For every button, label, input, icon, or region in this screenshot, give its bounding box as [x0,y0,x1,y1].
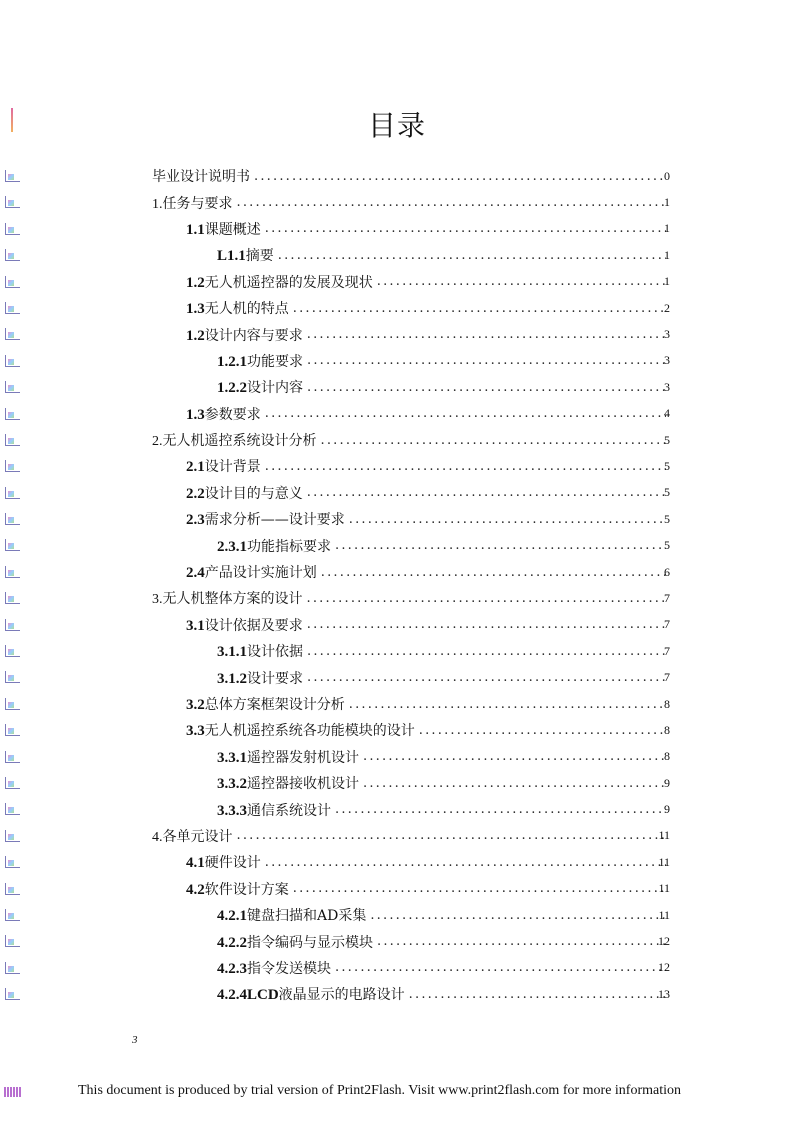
toc-entry-label [152,166,250,186]
dot-leader [254,169,666,184]
toc-entry-text: 指令编码与显示模块 [247,934,373,951]
toc-entry-number: 3.1 [186,617,205,634]
toc-entry-page: 1 [664,247,670,262]
toc-entry-number: 4.2.1 [217,908,247,925]
dot-leader [409,987,666,1002]
dot-leader [307,327,666,342]
toc-entry[interactable] [0,216,794,242]
toc-entry-page: 12 [658,960,670,975]
dot-leader [349,697,666,712]
toc-entry-page: 3 [664,327,670,342]
dot-leader [265,406,666,421]
toc-entry-text: 摘要 [245,248,274,265]
toc-entry-text: 参数要求 [204,406,261,423]
link-marker-icon [5,513,20,525]
toc-entry-number: 1.2.2 [217,380,247,397]
toc-entry[interactable] [0,401,794,427]
toc-entry-label [152,430,317,450]
toc-entry[interactable] [0,269,794,295]
toc-entry-label [186,272,373,292]
dot-leader [293,301,666,316]
toc-entry-page: 11 [658,828,670,843]
toc-entry-page: 2 [664,300,670,315]
toc-entry-label [217,958,331,978]
toc-entry-text: 硬件设计 [204,855,261,872]
toc-entry[interactable] [0,427,794,453]
toc-entry[interactable] [0,348,794,374]
dot-leader [307,617,666,632]
dot-leader [265,855,666,870]
toc-entry-text: 任务与要求 [162,195,233,212]
link-marker-icon [5,909,20,921]
toc-entry-page: 5 [664,432,670,447]
dot-leader [349,512,666,527]
toc-entry-page: 1 [664,274,670,289]
link-marker-icon [5,302,20,314]
toc-entry-text: 功能指标要求 [247,538,331,555]
toc-entry-label [186,325,303,345]
toc-entry-text: 总体方案框架设计分析 [204,697,345,713]
dot-leader [307,670,666,685]
toc-entry-label [152,826,233,846]
dot-leader [307,380,666,395]
dot-leader [307,644,666,659]
link-marker-icon [5,671,20,683]
toc-entry-label [217,351,303,371]
dot-leader [321,565,666,580]
toc-entry-text: 课题概述 [204,221,261,238]
link-marker-icon [5,223,20,235]
toc-entry-text: 指令发送模块 [247,960,331,977]
toc-entry-label [217,668,303,688]
toc-entry[interactable] [0,453,794,479]
toc-entry-page: 9 [664,802,670,817]
page-title: 目录 [367,109,426,142]
toc-entry-number: 3.3.1 [217,749,247,766]
toc-entry-page: 11 [658,854,670,869]
link-marker-icon [5,619,20,631]
dot-leader [237,828,667,843]
toc-entry-label [186,509,345,529]
toc-entry-page: 6 [664,564,670,579]
toc-entry[interactable] [0,796,794,822]
toc-entry-text: 无人机的特点 [204,301,289,318]
toc-entry-label [186,219,261,239]
dot-leader [307,485,666,500]
toc-entry-text: 设计要求 [247,670,303,687]
toc-entry[interactable] [0,321,794,347]
toc-entry-label [186,404,261,424]
toc-entry[interactable] [0,928,794,954]
toc-entry-label [186,615,303,635]
toc-entry-number: 4.2.3 [217,960,247,977]
toc-entry-page: 13 [658,986,670,1001]
toc-entry-label [186,694,345,714]
toc-entry-number: 1.3 [186,301,205,318]
toc-entry-label [217,641,303,661]
toc-entry-page: 11 [658,881,670,896]
toc-entry-text: 通信系统设计 [247,802,331,819]
toc-entry[interactable] [0,506,794,532]
dot-leader [363,776,666,791]
toc-entry-number: 4.1 [186,855,205,872]
toc-entry[interactable] [0,559,794,585]
toc-entry-label [217,932,373,952]
toc-entry-number: 3.1.1 [217,644,247,661]
toc-entry[interactable] [0,242,794,268]
toc-entry-label [186,879,289,899]
toc-entry[interactable] [0,823,794,849]
toc-entry-number: 2.2 [186,485,205,502]
toc-entry-page: 5 [664,458,670,473]
toc-entry-text: 设计内容与要求 [204,327,303,344]
toc-entry-number: 4.2.4LCD [217,987,279,1004]
toc-entry-page: 12 [658,934,670,949]
toc-entry-number: 4.2 [186,881,205,898]
toc-entry-text: 无人机遥控系统设计分析 [162,433,317,450]
toc-entry[interactable] [0,585,794,611]
toc-entry-number: 3.1.2 [217,670,247,687]
link-marker-icon [5,856,20,868]
toc-entry-page: 8 [664,722,670,737]
link-marker-icon [5,276,20,288]
link-marker-icon [5,830,20,842]
dot-leader [377,934,666,949]
dot-leader [265,221,666,236]
toc-entry-page: 7 [664,590,670,605]
link-marker-icon [5,434,20,446]
toc-entry-text: 无人机遥控器的发展及现状 [204,274,373,291]
toc-entry-page: 5 [664,485,670,500]
toc-entry-page: 5 [664,511,670,526]
toc-entry[interactable] [0,480,794,506]
toc-entry-number: 4.2.2 [217,934,247,951]
dot-leader [265,459,666,474]
link-marker-icon [5,355,20,367]
toc-entry-number: 3.3.3 [217,802,247,819]
dot-leader [335,960,666,975]
toc-entry-number: 3.3.2 [217,776,247,793]
toc-entry-page: 3 [664,379,670,394]
toc-entry-text: 各单元设计 [162,828,233,845]
link-marker-icon [5,751,20,763]
link-marker-icon [5,803,20,815]
toc-entry[interactable] [0,612,794,638]
toc-entry[interactable] [0,717,794,743]
toc-entry[interactable] [0,849,794,875]
link-marker-icon [5,487,20,499]
toc-entry-number: 1. [152,196,163,212]
link-marker-icon [5,328,20,340]
dot-leader [419,723,666,738]
dot-leader [335,538,666,553]
toc-entry-label [217,377,303,397]
toc-entry-text: 无人机遥控系统各功能模块的设计 [204,723,415,740]
toc-entry-page: 9 [664,775,670,790]
dot-leader [307,353,666,368]
toc-entry-page: 8 [664,696,670,711]
toc-entry[interactable] [0,902,794,928]
link-marker-icon [5,645,20,657]
link-marker-icon [5,592,20,604]
link-marker-icon [5,381,20,393]
toc-entry[interactable] [0,532,794,558]
toc-entry-text: 功能要求 [247,353,303,370]
toc-entry[interactable] [0,955,794,981]
toc-entry[interactable] [0,691,794,717]
toc-entry-label [186,298,289,318]
toc-entry-text: 无人机整体方案的设计 [162,591,303,608]
toc-entry-label [186,456,261,476]
dot-leader [363,749,666,764]
link-marker-icon [5,988,20,1000]
toc-entry-number: 2.4 [186,565,205,582]
link-marker-icon [5,249,20,261]
link-marker-icon [5,539,20,551]
toc-entry-number: 1.2.1 [217,353,247,370]
page-number: 3 [132,1034,138,1046]
toc-entry-page: 7 [664,670,670,685]
toc-entry-number: 4. [152,829,163,845]
toc-entry-number: 3.2 [186,697,205,713]
toc-entry-label [217,905,366,925]
toc-entry-text: 设计依据及要求 [204,617,303,634]
toc-entry-number: 2.1 [186,459,205,476]
toc-entry-number: 2.3.1 [217,538,247,555]
toc-entry-label [217,984,405,1004]
toc-entry-number: 1.2 [186,327,205,344]
toc-entry-text: 产品设计实施计划 [204,565,317,582]
toc-entry[interactable] [0,638,794,664]
toc-entry-text: 软件设计方案 [204,881,289,898]
toc-entry-label [217,773,359,793]
toc-entry-label [217,536,331,556]
toc-entry-label [186,483,303,503]
toc-entry-page: 11 [658,907,670,922]
dot-leader [335,802,666,817]
toc-entry-text: 毕业设计说明书 [152,169,250,186]
toc-entry-page: 4 [664,406,670,421]
toc-entry-page: 1 [664,221,670,236]
toc-entry-label [152,193,233,213]
link-marker-icon [5,698,20,710]
link-marker-icon [5,777,20,789]
toc-entry[interactable] [0,876,794,902]
trial-footer-notice: This document is produced by trial version of Print2Flash. Visit www.print2flash.com for more information [78,1083,682,1098]
toc-entry-text: 需求分析——设计要求 [204,512,345,529]
toc-entry-label [186,720,415,740]
dot-leader [307,591,667,606]
link-marker-icon [5,170,20,182]
toc-entry-label [186,852,261,872]
dot-leader [377,274,666,289]
dot-leader [237,195,667,210]
toc-entry-text: 设计背景 [204,459,261,476]
toc-entry-page: 3 [664,353,670,368]
link-marker-icon [5,460,20,472]
toc-entry-page: 0 [664,168,670,183]
link-marker-icon [5,196,20,208]
toc-entry[interactable] [0,374,794,400]
link-marker-icon [5,408,20,420]
link-marker-icon [5,962,20,974]
toc-entry-page: 5 [664,538,670,553]
toc-entry-page: 1 [664,195,670,210]
toc-entry[interactable] [0,981,794,1007]
toc-entry-text: 设计目的与意义 [204,485,303,502]
toc-entry-label [217,245,274,265]
toc-entry-number: 1.2 [186,274,205,291]
toc-entry-label [217,747,359,767]
toc-entry-number: 2.3 [186,512,205,529]
link-marker-icon [5,566,20,578]
dot-leader [278,248,666,263]
toc-entry[interactable] [0,664,794,690]
toc-entry-number: L1.1 [217,248,246,265]
toc-entry[interactable] [0,163,794,189]
toc-entry-number: 1.3 [186,406,205,423]
toc-entry[interactable] [0,770,794,796]
link-marker-icon [5,935,20,947]
toc-entry-page: 8 [664,749,670,764]
toc-entry-text: 设计依据 [247,644,303,661]
toc-entry-number: 3.3 [186,723,205,740]
toc-entry-label [217,800,331,820]
toc-entry-text: 遥控器接收机设计 [247,776,359,793]
dot-leader [293,881,666,896]
toc-entry[interactable] [0,295,794,321]
toc-entry-text: 键盘扫描和AD采集 [247,908,367,925]
toc-entry-text: 遥控器发射机设计 [247,749,359,766]
toc-entry[interactable] [0,744,794,770]
link-marker-icon [5,883,20,895]
toc-entry-text: 设计内容 [247,380,303,397]
link-marker-icon [5,724,20,736]
toc-entry-label [152,588,303,608]
toc-entry-text: 液晶显示的电路设计 [278,987,405,1004]
toc-entry-number: 3. [152,592,163,608]
toc-entry-label [186,562,317,582]
toc-entry-page: 7 [664,643,670,658]
table-of-contents [0,163,794,1008]
dot-leader [370,908,666,923]
toc-entry-number: 2. [152,434,163,450]
dot-leader [321,433,667,448]
toc-entry[interactable] [0,189,794,215]
toc-entry-page: 7 [664,617,670,632]
toc-entry-number: 1.1 [186,221,205,238]
print2flash-icon [4,1087,22,1097]
